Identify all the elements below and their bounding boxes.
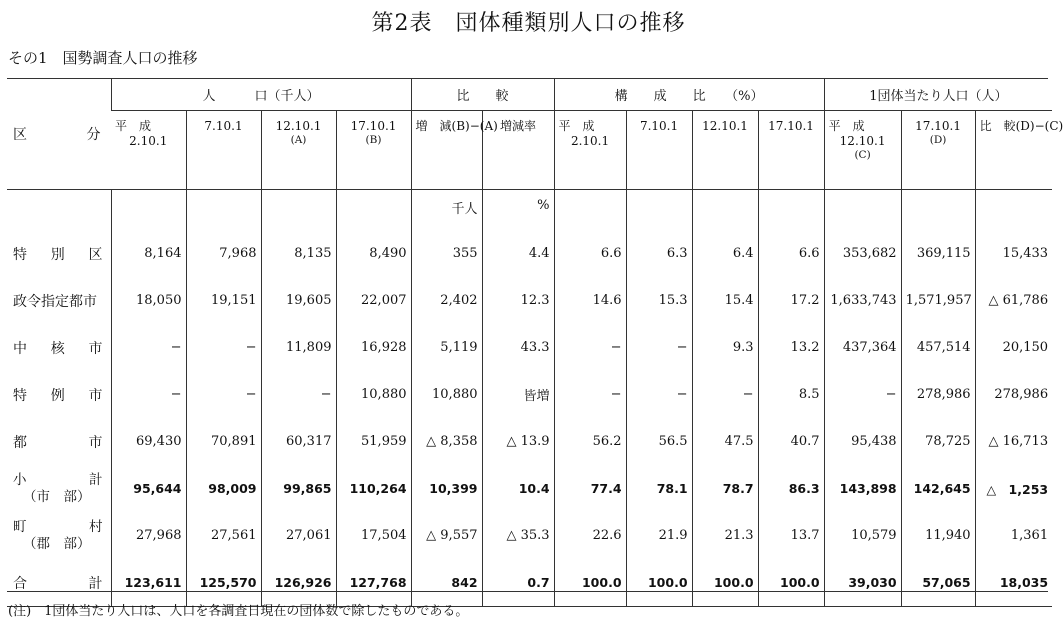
table-cell: 5,119 [411, 324, 482, 371]
table-cell: 86.3 [758, 465, 824, 512]
table-cell: 100.0 [626, 559, 692, 607]
table-cell: 8,164 [111, 230, 186, 277]
unit-cell [261, 190, 336, 231]
row-label-char: 政令指定都市 [13, 293, 97, 310]
table-cell: 95,438 [824, 418, 901, 465]
table-cell: − [111, 371, 186, 418]
row-label-char: 別 [50, 246, 65, 263]
unit-cell [554, 190, 626, 231]
table-cell: 142,645 [901, 465, 975, 512]
column-header-sub: 12.10.1 [702, 119, 748, 133]
table-cell: 27,061 [261, 512, 336, 559]
row-sublabel: （市 部） [23, 488, 91, 505]
table-cell: 2,402 [411, 277, 482, 324]
table-cell: 40.7 [758, 418, 824, 465]
table-cell: 7,968 [186, 230, 261, 277]
table-cell: 100.0 [758, 559, 824, 607]
row-label-char: 計 [89, 472, 103, 489]
table-cell: 110,264 [336, 465, 411, 512]
column-header [411, 111, 498, 190]
table-cell: 126,926 [261, 559, 336, 607]
table-cell: 51,959 [336, 418, 411, 465]
row-label-char: 村 [89, 519, 103, 536]
page-title: 第2表 団体種類別人口の推移 [371, 11, 686, 36]
table-cell: 6.6 [758, 230, 824, 277]
column-header [824, 111, 901, 190]
unit-cell [975, 190, 1052, 231]
table-cell: 437,364 [824, 324, 901, 371]
table-cell: 99,865 [261, 465, 336, 512]
table-row [7, 277, 1052, 324]
row-label-char: 市 [88, 387, 103, 404]
table-cell: − [626, 324, 692, 371]
column-header-sub: 17.10.1 [350, 119, 397, 133]
table-cell: 27,968 [111, 512, 186, 559]
column-header-sub: 7.10.1 [639, 119, 679, 133]
unit-cell [111, 190, 186, 231]
row-label-char: 町 [13, 519, 27, 536]
table-cell: △ 13.9 [482, 418, 554, 465]
unit-cell [692, 190, 758, 231]
table-cell: 77.4 [554, 465, 626, 512]
row-label-char: 小 [13, 472, 27, 489]
row-label-char: 計 [88, 575, 103, 592]
row-label [7, 230, 111, 277]
population-table [7, 78, 1063, 607]
column-header-sub: (D)−(C) [1015, 119, 1063, 133]
table-cell: 95,644 [111, 465, 186, 512]
row-label-char: 合 [13, 575, 27, 592]
unit-cell [824, 190, 901, 231]
table-row [7, 230, 1052, 277]
row-label-char: 区 [88, 246, 103, 263]
table-cell: 22.6 [554, 512, 626, 559]
table-row [7, 418, 1052, 465]
column-header [975, 111, 1063, 190]
column-header-note: (B) [365, 134, 382, 146]
table-cell: 1,571,957 [901, 277, 975, 324]
table-cell: 19,605 [261, 277, 336, 324]
kubun-char-2: 分 [86, 127, 101, 143]
unit-cell [626, 190, 692, 231]
unit-label-cell [7, 190, 111, 231]
column-header [692, 111, 758, 190]
table-cell: − [186, 324, 261, 371]
table-cell: 78.7 [692, 465, 758, 512]
column-header [901, 111, 975, 190]
table-cell: − [111, 324, 186, 371]
column-header-note: (A) [290, 134, 307, 146]
table-cell: △ 35.3 [482, 512, 554, 559]
table-cell: 1,633,743 [824, 277, 901, 324]
column-header-note: (D) [929, 134, 947, 146]
column-header-sub: 12.10.1 [839, 134, 886, 148]
table-cell: 18,035 [975, 559, 1052, 607]
table-cell: 43.3 [482, 324, 554, 371]
table-cell: 100.0 [692, 559, 758, 607]
table-cell: 8,490 [336, 230, 411, 277]
table-row [7, 512, 1052, 559]
table-cell: − [186, 371, 261, 418]
table-cell: 21.9 [626, 512, 692, 559]
column-header-note: (C) [854, 149, 871, 161]
unit-cell: % [482, 190, 554, 231]
row-label-char: 例 [50, 387, 65, 404]
row-label [7, 324, 111, 371]
row-sublabel: （郡 部） [23, 535, 91, 552]
table-cell: 21.3 [692, 512, 758, 559]
column-header-sub: 12.10.1 [275, 119, 322, 133]
table-cell: △ 1,253 [975, 465, 1052, 512]
table-cell: 123,611 [111, 559, 186, 607]
column-header-sub: (B)−(A) [451, 119, 498, 133]
table-cell: − [692, 371, 758, 418]
table-cell: 15.3 [626, 277, 692, 324]
table-cell: − [554, 324, 626, 371]
column-header-main: 平 成 [558, 119, 595, 133]
column-header-sub: 増減率 [500, 119, 537, 133]
table-cell: 78.1 [626, 465, 692, 512]
table-cell: 57,065 [901, 559, 975, 607]
table-cell: 17,504 [336, 512, 411, 559]
table-cell: 39,030 [824, 559, 901, 607]
table-cell: 27,561 [186, 512, 261, 559]
unit-cell [901, 190, 975, 231]
table-cell: 369,115 [901, 230, 975, 277]
table-cell: △ 8,358 [411, 418, 482, 465]
column-header [336, 111, 411, 190]
table-cell: 17.2 [758, 277, 824, 324]
column-header-main: 平 成 [828, 119, 865, 133]
table-cell: − [261, 371, 336, 418]
unit-cell: 千人 [411, 190, 482, 231]
table-cell: △ 9,557 [411, 512, 482, 559]
column-header-main: 平 成 [115, 119, 152, 133]
column-header-main: 比 較 [979, 119, 1016, 133]
table-cell: − [554, 371, 626, 418]
row-label-char: 都 [13, 434, 27, 451]
table-cell: 11,809 [261, 324, 336, 371]
table-cell: 8,135 [261, 230, 336, 277]
row-label [7, 371, 111, 418]
table-cell: 4.4 [482, 230, 554, 277]
unit-cell [186, 190, 261, 231]
table-cell: 69,430 [111, 418, 186, 465]
table-cell: 6.3 [626, 230, 692, 277]
column-header-sub: 17.10.1 [915, 119, 961, 133]
table-cell: 47.5 [692, 418, 758, 465]
row-label-char: 中 [13, 340, 27, 357]
column-header [758, 111, 824, 190]
table-cell: 70,891 [186, 418, 261, 465]
column-header-sub: 17.10.1 [768, 119, 814, 133]
table-cell: 353,682 [824, 230, 901, 277]
table-cell: 15,433 [975, 230, 1052, 277]
table-cell: 11,940 [901, 512, 975, 559]
table-subtitle: その1 国勢調査人口の推移 [8, 49, 198, 67]
table-cell: 20,150 [975, 324, 1052, 371]
column-header-sub: 7.10.1 [204, 119, 243, 133]
table-cell: 15.4 [692, 277, 758, 324]
column-header-sub: 2.10.1 [129, 134, 168, 148]
table-cell: 10,579 [824, 512, 901, 559]
kubun-header [7, 78, 111, 190]
group-comparison: 比 較 [411, 78, 554, 111]
column-header-main: 増 減 [415, 119, 452, 133]
group-composition: 構 成 比 （%） [554, 78, 824, 111]
table-cell: 16,928 [336, 324, 411, 371]
table-cell: 10.4 [482, 465, 554, 512]
table-cell: 100.0 [554, 559, 626, 607]
table-cell: 1,361 [975, 512, 1052, 559]
table-cell: 125,570 [186, 559, 261, 607]
table-cell: 13.2 [758, 324, 824, 371]
column-header [626, 111, 692, 190]
table-cell: 10,399 [411, 465, 482, 512]
table-cell: 56.2 [554, 418, 626, 465]
row-label [7, 418, 111, 465]
table-cell: 60,317 [261, 418, 336, 465]
column-header [554, 111, 626, 190]
row-label [7, 465, 111, 512]
kubun-char-1: 区 [13, 127, 27, 143]
table-cell: 13.7 [758, 512, 824, 559]
row-label [7, 512, 111, 559]
table-cell: − [824, 371, 901, 418]
column-header [111, 111, 186, 190]
table-cell: 12.3 [482, 277, 554, 324]
row-label [7, 277, 111, 324]
unit-cell [758, 190, 824, 231]
table-cell: 278,986 [975, 371, 1052, 418]
table-cell: 278,986 [901, 371, 975, 418]
table-cell: 78,725 [901, 418, 975, 465]
table-cell: − [626, 371, 692, 418]
table-cell: 143,898 [824, 465, 901, 512]
table-cell: 355 [411, 230, 482, 277]
table-cell: 6.6 [554, 230, 626, 277]
table-cell: 127,768 [336, 559, 411, 607]
table-cell: △ 16,713 [975, 418, 1052, 465]
column-header-sub: 2.10.1 [570, 134, 610, 148]
row-label-char: 特 [13, 387, 27, 404]
table-cell: 9.3 [692, 324, 758, 371]
table-cell: 10,880 [411, 371, 482, 418]
column-header [261, 111, 336, 190]
table-cell: 56.5 [626, 418, 692, 465]
table-row [7, 324, 1052, 371]
table-cell: 98,009 [186, 465, 261, 512]
row-label-char: 核 [50, 340, 65, 357]
group-population: 人 口（千人） [111, 78, 411, 111]
table-cell: △ 61,786 [975, 277, 1052, 324]
table-cell: 6.4 [692, 230, 758, 277]
table-cell: 18,050 [111, 277, 186, 324]
row-label-char: 特 [13, 246, 27, 263]
table-cell: 0.7 [482, 559, 554, 607]
row-label-char: 市 [88, 434, 103, 451]
row-label-char: 市 [88, 340, 103, 357]
table-cell: 457,514 [901, 324, 975, 371]
table-cell: 皆増 [482, 371, 554, 418]
table-cell: 10,880 [336, 371, 411, 418]
table-cell: 19,151 [186, 277, 261, 324]
table-row [7, 371, 1052, 418]
table-row [7, 465, 1052, 512]
table-cell: 8.5 [758, 371, 824, 418]
table-cell: 842 [411, 559, 482, 607]
column-header [186, 111, 261, 190]
table-cell: 14.6 [554, 277, 626, 324]
unit-cell [336, 190, 411, 231]
footnote: (注) 1団体当たり人口は、人口を各調査日現在の団体数で除したものである。 [8, 604, 469, 619]
group-per-entity: 1団体当たり人口（人） [824, 78, 1052, 111]
table-cell: 22,007 [336, 277, 411, 324]
